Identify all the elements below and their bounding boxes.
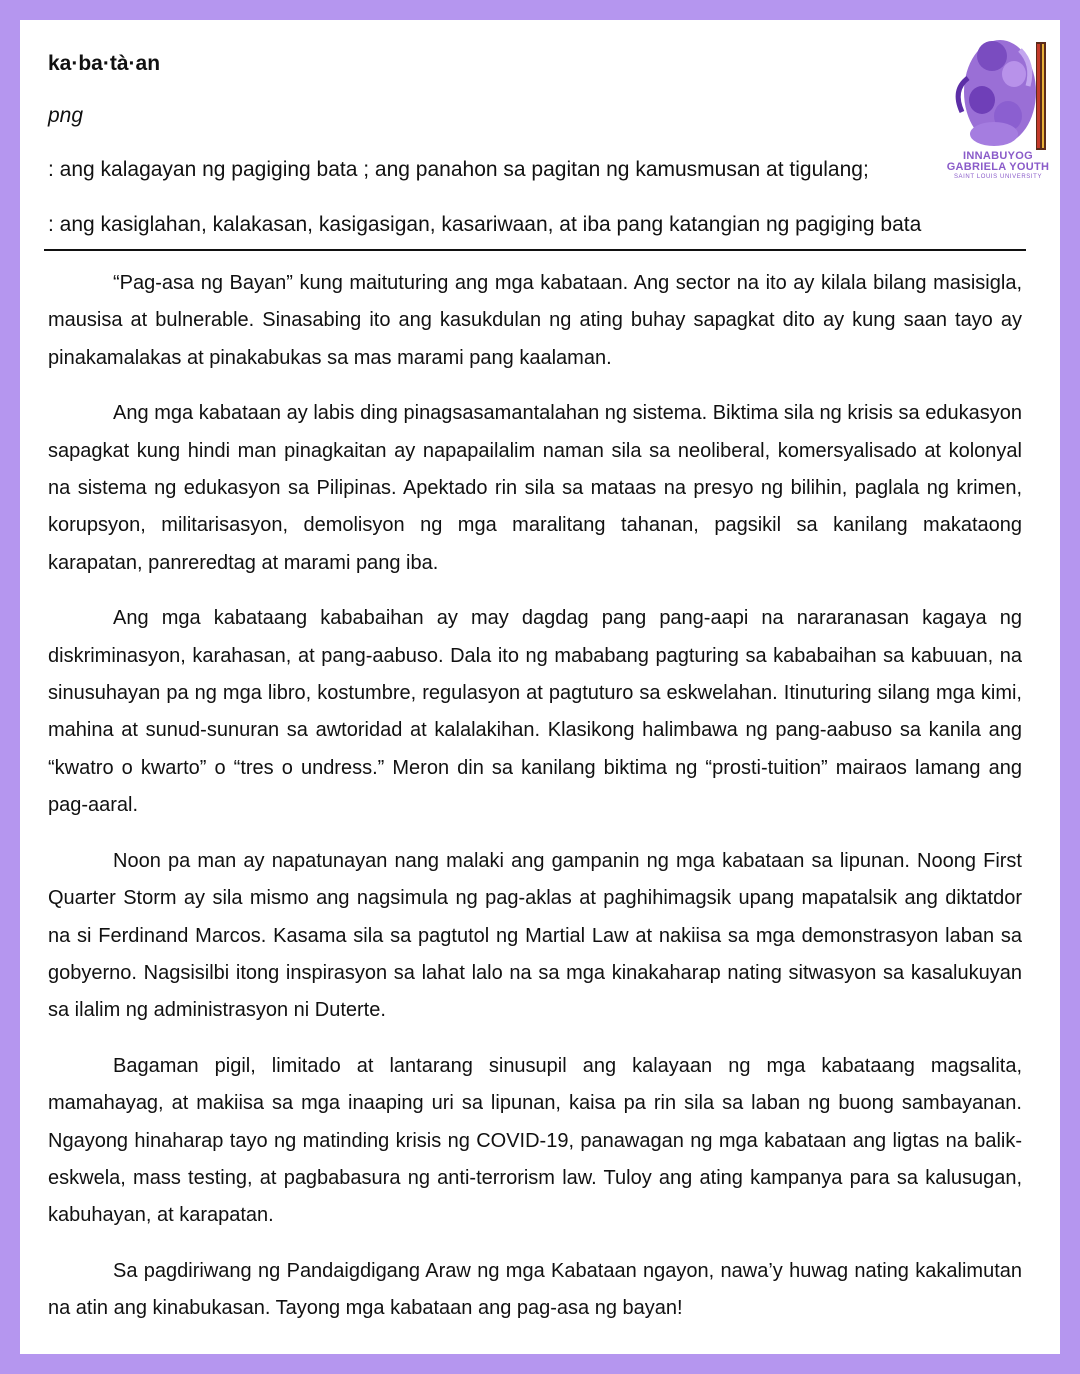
paragraph-4: Noon pa man ay napatunayan nang malaki ang gampanin ng mga kabataan sa lipunan. Noong First Quarter Storm ay sila mismo ang nagsimula ng pag-aklas at paghihimagsik upang mapatalsik ang diktatdor na si Ferdinand Marcos. Kasama sila sa pagtutol ng Martial Law at nakiisa sa mga demonstrasyon laban sa gobyerno. Nagsisilbi itong inspirasyon sa lahat lalo na sa mga kinakaharap nating sitwasyon sa kasalukuyan sa ilalim ng administrasyon ni Duterte.	[48, 849, 1022, 1022]
logo-line-2: GABRIELA YOUTH	[946, 161, 1050, 173]
paragraph-5: Bagaman pigil, limitado at lantarang sinusupil ang kalayaan ng mga kabataang magsalita, mamahayag, at makiisa sa mga inaaping uri sa lipunan, kaisa pa rin sila sa laban ng buong sambayanan. Ngayong hinaharap tayo ng matinding krisis ng COVID-19, panawagan ng mga kabataan ang ligtas na balik-eskwela, mass testing, at pagbabasura ng anti-terrorism law. Tuloy ang ating kampanya para sa kalusugan, kabuhayan, at karapatan.	[48, 1054, 1022, 1227]
logo-line-1: INNABUYOG	[963, 150, 1033, 162]
part-of-speech: png	[48, 104, 84, 127]
divider-rule	[44, 249, 1026, 251]
definition-1: : ang kalagayan ng pagiging bata ; ang panahon sa pagitan ng kamusmusan at tigulang;	[48, 158, 869, 181]
paragraph-1: “Pag-asa ng Bayan” kung maituturing ang mga kabataan. Ang sector na ito ay kilala bilang masisigla, mausisa at bulnerable. Sinasabing ito ang kasukdulan ng ating buhay sapagkat dito ay kung saan tayo ay pinakamalakas at pinakabukas sa mas marami pang kaalaman.	[48, 272, 1022, 369]
paragraph-2: Ang mga kabataan ay labis ding pinagsasamantalahan ng sistema. Biktima sila ng krisis sa edukasyon sapagkat kung hindi man pinagkaitan ay napapailalim naman sila sa neoliberal, komersyalisado at kolonyal na sistema ng edukasyon sa Pilipinas. Apektado rin sila sa mataas na presyo ng bilihin, paglala ng krimen, korupsyon, militarisasyon, demolisyon ng mga maralitang tahanan, pagsikil sa kanilang makataong karapatan, panreredtag at marami pang iba.	[48, 402, 1022, 574]
logo-line-3: SAINT LOUIS UNIVERSITY	[953, 174, 1043, 180]
definition-2: : ang kasiglahan, kalakasan, kasigasigan, kasariwaan, at iba pang katangian ng pagiging bata	[48, 213, 922, 236]
headword: ka·ba·tà·an	[48, 52, 161, 75]
paragraph-3: Ang mga kabataang kababaihan ay may dagdag pang pang-aapi na nararanasan kagaya ng diskriminasyon, karahasan, at pang-aabuso. Dala ito ng mababang pagturing sa kababaihan sa kabuuan, na sinusuhayan pa ng mga libro, kostumbre, regulasyon at pagtuturo sa eskwelahan. Itinuturing silang mga kimi, mahina at sunud-sunuran sa awtoridad at kalalakihan. Klasikong halimbawa ng pang-aabuso sa kanila ang “kwatro o kwarto” o “tres o undress.” Meron din sa kanilang biktima ng “prosti-tuition” mairaos lamang ang pag-aaral.	[48, 607, 1022, 817]
paragraph-6: Sa pagdiriwang ng Pandaigdigang Araw ng mga Kabataan ngayon, nawa’y huwag nating kakalimutan na atin ang kinabukasan. Tayong mga kabataan ang pag-asa ng bayan!	[48, 1259, 1022, 1320]
logo-caption	[928, 151, 1060, 182]
document-page	[20, 20, 1060, 1354]
article-body	[48, 265, 1022, 1346]
